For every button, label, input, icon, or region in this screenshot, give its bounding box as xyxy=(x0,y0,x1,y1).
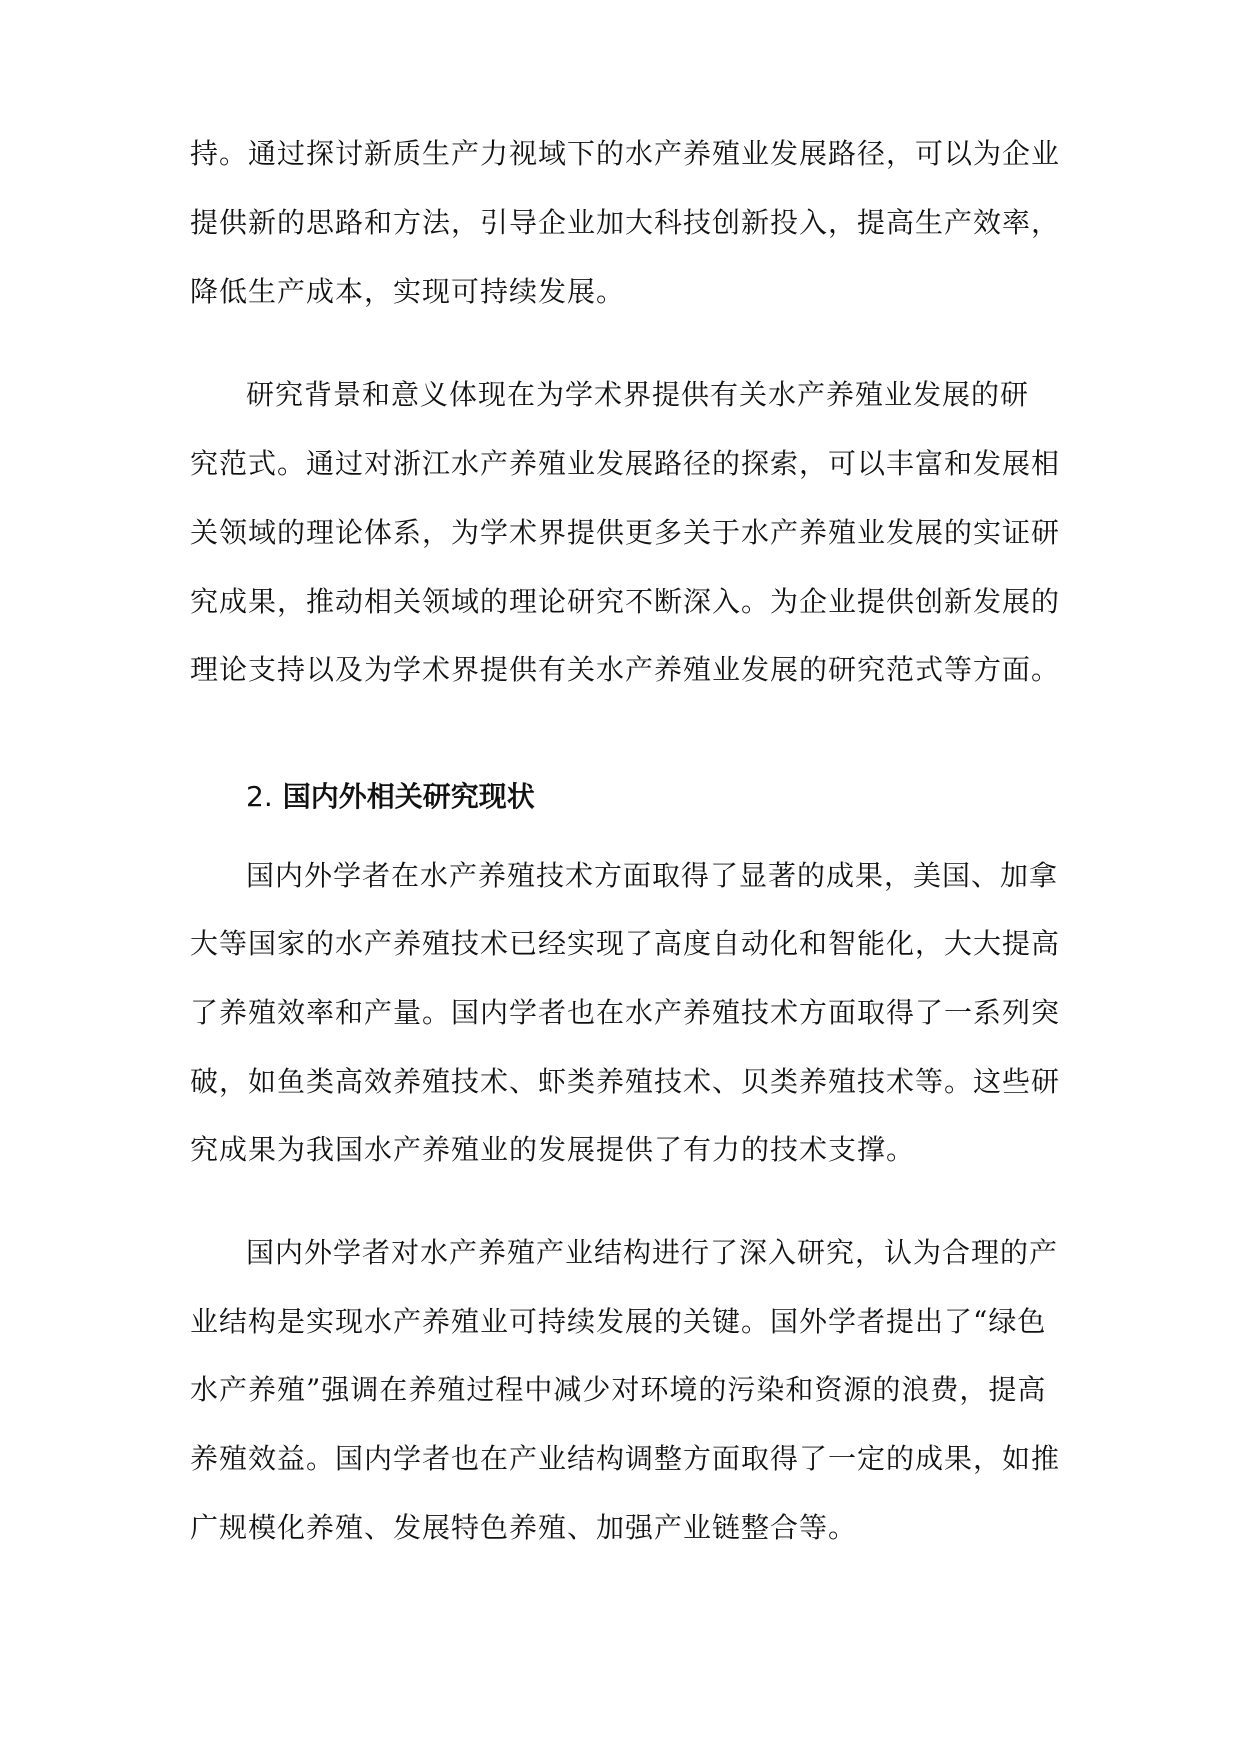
text-line: 研究背景和意义体现在为学术界提供有关水产养殖业发展的研 xyxy=(246,378,1030,411)
text-line: 破，如鱼类高效养殖技术、虾类养殖技术、贝类养殖技术等。这些研 xyxy=(190,1065,1061,1098)
text-line: 大等国家的水产养殖技术已经实现了高度自动化和智能化，大大提高 xyxy=(190,927,1061,960)
section-title: 国内外相关研究现状 xyxy=(282,780,535,813)
text-line: 究成果为我国水产养殖业的发展提供了有力的技术支撑。 xyxy=(190,1133,916,1166)
text-line: 国内外学者对水产养殖产业结构进行了深入研究，认为合理的产 xyxy=(246,1236,1059,1269)
text-line: 水产养殖”强调在养殖过程中减少对环境的污染和资源的浪费，提高 xyxy=(190,1373,1047,1406)
text-line: 究范式。通过对浙江水产养殖业发展路径的探索，可以丰富和发展相 xyxy=(190,447,1061,480)
text-line: 降低生产成本，实现可持续发展。 xyxy=(190,275,626,308)
text-line: 国内外学者在水产养殖技术方面取得了显著的成果，美国、加拿 xyxy=(246,859,1059,892)
section-number: 2. xyxy=(246,780,273,813)
text-line: 了养殖效率和产量。国内学者也在水产养殖技术方面取得了一系列突 xyxy=(190,996,1061,1029)
text-line: 究成果，推动相关领域的理论研究不断深入。为企业提供创新发展的 xyxy=(190,585,1061,618)
section-heading xyxy=(246,779,535,815)
text-line: 关领域的理论体系，为学术界提供更多关于水产养殖业发展的实证研 xyxy=(190,516,1061,549)
text-line: 广规模化养殖、发展特色养殖、加强产业链整合等。 xyxy=(190,1511,858,1544)
text-line: 业结构是实现水产养殖业可持续发展的关键。国外学者提出了“绿色 xyxy=(190,1305,1047,1338)
text-line: 理论支持以及为学术界提供有关水产养殖业发展的研究范式等方面。 xyxy=(190,653,1061,686)
text-line: 持。通过探讨新质生产力视域下的水产养殖业发展路径，可以为企业 xyxy=(190,137,1061,170)
text-line: 提供新的思路和方法，引导企业加大科技创新投入，提高生产效率， xyxy=(190,206,1061,239)
text-line: 养殖效益。国内学者也在产业结构调整方面取得了一定的成果，如推 xyxy=(190,1442,1061,1475)
